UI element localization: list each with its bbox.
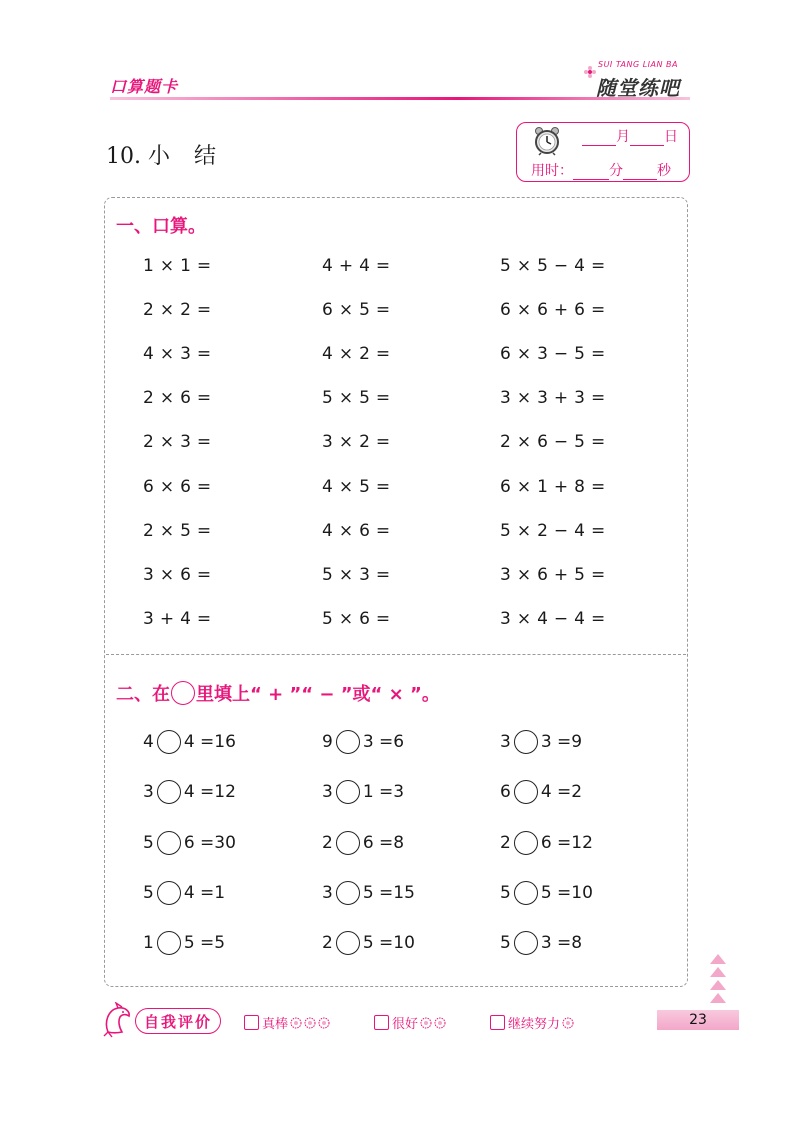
time-label: 用时： xyxy=(531,163,573,179)
circle-icon xyxy=(171,681,195,705)
operator-circle-blank[interactable] xyxy=(336,730,360,754)
flower-icon xyxy=(290,1017,302,1029)
operator-circle-blank[interactable] xyxy=(514,730,538,754)
fill-operator-item xyxy=(143,931,225,955)
fill-operator-item xyxy=(322,931,415,955)
fill-operator-item xyxy=(500,881,593,905)
operand-left: 5 xyxy=(143,833,154,853)
oral-calc-item: 3 × 4 − 4 = xyxy=(500,609,606,629)
operand-left: 2 xyxy=(500,833,511,853)
header-subtitle: SUI TANG LIAN BA xyxy=(598,60,678,69)
oral-calc-item: 3 × 6 + 5 = xyxy=(500,565,606,585)
operand-left: 4 xyxy=(143,732,154,752)
operand-left: 3 xyxy=(322,883,333,903)
oral-calc-item: 4 × 6 = xyxy=(322,521,391,541)
fill-operator-item xyxy=(322,780,404,804)
oral-calc-item: 3 × 6 = xyxy=(143,565,212,585)
section2-title-a: 二、在 xyxy=(116,684,170,705)
seconds-blank[interactable] xyxy=(623,165,657,180)
operator-circle-blank[interactable] xyxy=(157,831,181,855)
operand-right-result: 5 =10 xyxy=(362,933,415,953)
operator-circle-blank[interactable] xyxy=(157,931,181,955)
fill-operator-item xyxy=(322,730,404,754)
section2-title-b: 里填上“ + ”“ − ”或“ × ”。 xyxy=(196,684,440,705)
operator-circle-blank[interactable] xyxy=(514,831,538,855)
operand-right-result: 1 =3 xyxy=(362,782,405,802)
oral-calc-item: 3 × 2 = xyxy=(322,432,391,452)
operator-circle-blank[interactable] xyxy=(514,881,538,905)
oral-calc-item: 5 × 6 = xyxy=(322,609,391,629)
oral-calc-item: 4 × 3 = xyxy=(143,344,212,364)
time-row xyxy=(531,160,671,180)
oral-calc-item: 3 × 3 + 3 = xyxy=(500,388,606,408)
flower-icon xyxy=(584,66,596,78)
oral-calc-item: 4 + 4 = xyxy=(322,256,391,276)
operand-right-result: 5 =5 xyxy=(183,933,226,953)
flower-icon xyxy=(562,1017,574,1029)
operand-right-result: 5 =10 xyxy=(540,883,593,903)
operand-right-result: 6 =30 xyxy=(183,833,236,853)
operator-circle-blank[interactable] xyxy=(336,881,360,905)
minutes-blank[interactable] xyxy=(573,165,609,180)
operand-left: 3 xyxy=(500,732,511,752)
oral-calc-item: 6 × 3 − 5 = xyxy=(500,344,606,364)
operand-right-result: 6 =8 xyxy=(362,833,405,853)
section1-title: 一、口算。 xyxy=(116,216,206,237)
alarm-clock-icon xyxy=(532,126,562,156)
operand-left: 2 xyxy=(322,933,333,953)
fill-operator-item xyxy=(143,730,236,754)
checkbox-keep-trying[interactable] xyxy=(490,1015,505,1030)
fill-operator-item xyxy=(500,730,582,754)
lesson-title xyxy=(106,139,216,170)
fill-operator-item xyxy=(322,831,404,855)
self-evaluation-label: 自我评价 xyxy=(135,1008,221,1034)
operand-right-result: 6 =12 xyxy=(540,833,593,853)
section2-title xyxy=(116,680,440,707)
oral-calc-item: 4 × 2 = xyxy=(322,344,391,364)
oral-calc-item: 4 × 5 = xyxy=(322,477,391,497)
fill-operator-item xyxy=(500,831,593,855)
section-divider xyxy=(106,654,686,655)
operator-circle-blank[interactable] xyxy=(336,831,360,855)
operand-right-result: 4 =12 xyxy=(183,782,236,802)
rating-option-good[interactable] xyxy=(374,1013,446,1032)
fill-operator-item xyxy=(500,780,582,804)
fill-operator-item xyxy=(143,881,225,905)
operand-left: 5 xyxy=(500,883,511,903)
oral-calc-item: 5 × 3 = xyxy=(322,565,391,585)
day-blank[interactable] xyxy=(630,131,664,146)
operand-right-result: 4 =1 xyxy=(183,883,226,903)
operand-right-result: 5 =15 xyxy=(362,883,415,903)
operand-right-result: 4 =2 xyxy=(540,782,583,802)
oral-calc-item: 3 + 4 = xyxy=(143,609,212,629)
oral-calc-item: 5 × 5 − 4 = xyxy=(500,256,606,276)
operator-circle-blank[interactable] xyxy=(514,780,538,804)
rating-label-good: 很好 xyxy=(392,1017,419,1032)
operand-left: 9 xyxy=(322,732,333,752)
rating-label-great: 真棒 xyxy=(262,1017,289,1032)
fill-operator-item xyxy=(143,780,236,804)
operand-right-result: 3 =8 xyxy=(540,933,583,953)
oral-calc-item: 6 × 1 + 8 = xyxy=(500,477,606,497)
lesson-title-char: 结 xyxy=(194,144,217,169)
dolphin-icon xyxy=(102,1002,132,1038)
checkbox-great[interactable] xyxy=(244,1015,259,1030)
header-brand-right: 随堂练吧 xyxy=(596,76,680,100)
operand-left: 1 xyxy=(143,933,154,953)
oral-calc-item: 6 × 6 + 6 = xyxy=(500,300,606,320)
oral-calc-item: 2 × 3 = xyxy=(143,432,212,452)
lesson-title-char: 小 xyxy=(148,144,171,169)
operator-circle-blank[interactable] xyxy=(157,780,181,804)
triangles-decoration-icon xyxy=(710,954,726,1006)
operator-circle-blank[interactable] xyxy=(157,730,181,754)
fill-operator-item xyxy=(500,931,582,955)
flower-icon xyxy=(420,1017,432,1029)
operand-left: 5 xyxy=(143,883,154,903)
flower-icon xyxy=(434,1017,446,1029)
oral-calc-item: 1 × 1 = xyxy=(143,256,212,276)
operand-right-result: 3 =6 xyxy=(362,732,405,752)
rating-option-keep-trying[interactable] xyxy=(490,1013,574,1032)
operand-left: 6 xyxy=(500,782,511,802)
page-number: 23 xyxy=(657,1010,739,1030)
seconds-label: 秒 xyxy=(657,163,671,179)
lesson-number: 10. xyxy=(106,144,141,169)
flower-icon xyxy=(318,1017,330,1029)
flower-icon xyxy=(304,1017,316,1029)
operand-left: 3 xyxy=(143,782,154,802)
oral-calc-item: 6 × 6 = xyxy=(143,477,212,497)
checkbox-good[interactable] xyxy=(374,1015,389,1030)
oral-calc-item: 2 × 2 = xyxy=(143,300,212,320)
oral-calc-item: 2 × 5 = xyxy=(143,521,212,541)
day-label: 日 xyxy=(664,129,678,145)
oral-calc-item: 2 × 6 = xyxy=(143,388,212,408)
minutes-label: 分 xyxy=(609,163,623,179)
fill-operator-item xyxy=(143,831,236,855)
operand-left: 3 xyxy=(322,782,333,802)
operator-circle-blank[interactable] xyxy=(336,931,360,955)
operator-circle-blank[interactable] xyxy=(336,780,360,804)
header-brand-left: 口算题卡 xyxy=(110,77,179,96)
oral-calc-item: 5 × 2 − 4 = xyxy=(500,521,606,541)
operator-circle-blank[interactable] xyxy=(514,931,538,955)
oral-calc-item: 6 × 5 = xyxy=(322,300,391,320)
date-row xyxy=(582,126,678,146)
rating-option-great[interactable] xyxy=(244,1013,330,1032)
oral-calc-item: 2 × 6 − 5 = xyxy=(500,432,606,452)
oral-calc-item: 5 × 5 = xyxy=(322,388,391,408)
operand-right-result: 4 =16 xyxy=(183,732,236,752)
fill-operator-item xyxy=(322,881,415,905)
operand-right-result: 3 =9 xyxy=(540,732,583,752)
operand-left: 2 xyxy=(322,833,333,853)
operator-circle-blank[interactable] xyxy=(157,881,181,905)
rating-label-keep-trying: 继续努力 xyxy=(508,1017,561,1032)
month-label: 月 xyxy=(616,129,630,145)
month-blank[interactable] xyxy=(582,131,616,146)
operand-left: 5 xyxy=(500,933,511,953)
